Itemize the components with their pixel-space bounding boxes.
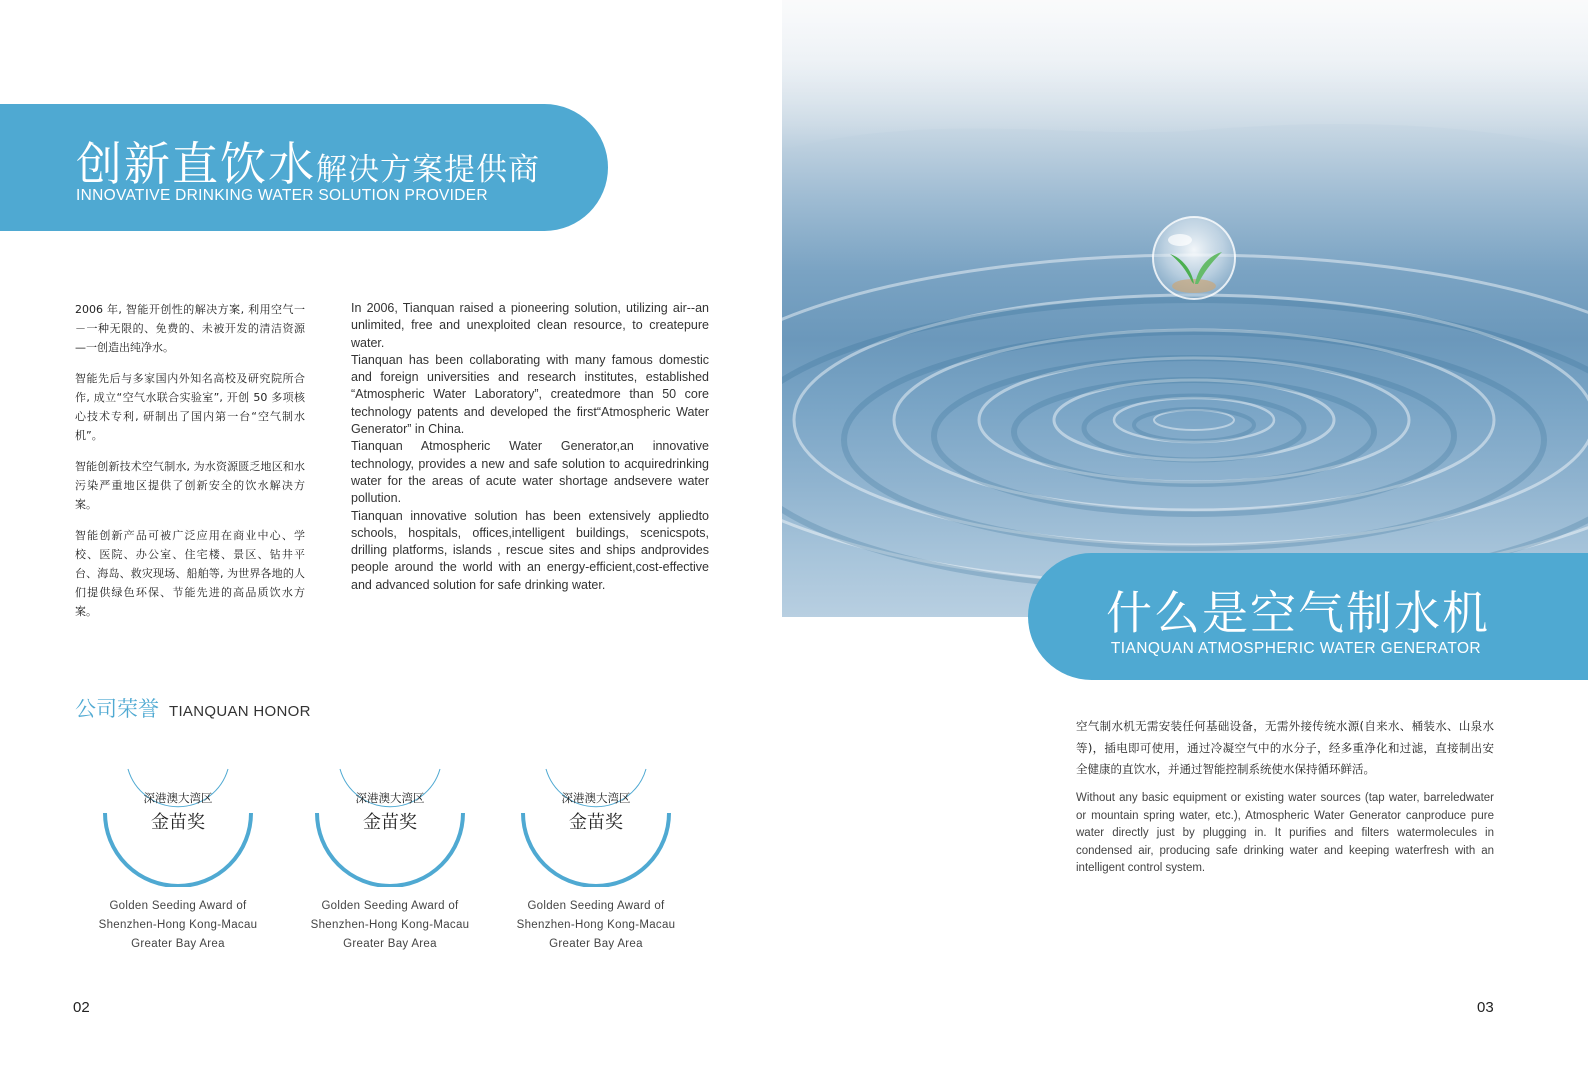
award-name: 金苗奖 xyxy=(151,812,205,833)
chinese-intro-column xyxy=(75,300,305,633)
honor-heading xyxy=(75,693,311,723)
en-paragraph: Tianquan has been collaborating with many famous domestic and foreign universities and research institutes, established “Atmospheric Water Laboratory”, createdmore than 50 core technology patents and developed the first“Atmospheric Water Generator” in China. xyxy=(351,352,709,437)
award-name: 金苗奖 xyxy=(363,812,417,833)
award-caption-line: Greater Bay Area xyxy=(131,938,225,950)
award-caption-line: Golden Seeding Award of xyxy=(109,900,247,912)
page-number-left: 02 xyxy=(73,999,90,1016)
award-caption-line: Shenzhen-Hong Kong-Macau xyxy=(98,919,258,931)
award-caption xyxy=(496,897,696,954)
zh-paragraph: 智能创新技术空气制水, 为水资源匮乏地区和水污染严重地区提供了创新安全的饮水解决方案。 xyxy=(75,460,305,511)
right-title-banner xyxy=(1028,553,1588,680)
award-region: 深港澳大湾区 xyxy=(355,791,425,805)
product-description-en: Without any basic equipment or existing water sources (tap water, barreledwater or mountain spring water, etc.), Atmospheric Water Generator canproduce pure water directly just by plugging in. It purifies and filters watermolecules in condensed air, producing safe drinking water and keeping waterfresh with an intelligent control system. xyxy=(1076,792,1494,875)
award-caption-line: Golden Seeding Award of xyxy=(321,900,459,912)
award-caption xyxy=(78,897,278,954)
product-description-zh: 空气制水机无需安装任何基础设备，无需外接传统水源(自来水、桶装水、山泉水等)，插电即可使用，通过冷凝空气中的水分子，经多重净化和过滤，直接制出安全健康的直饮水，并通过智能控制系统使水保持循环鲜活。 xyxy=(1076,719,1494,776)
honor-heading-zh: 公司荣誉 xyxy=(75,697,159,721)
water-ripple-image xyxy=(782,0,1588,617)
zh-paragraph: 2006 年, 智能开创性的解决方案, 利用空气一－一种无限的、免费的、未被开发的清洁资源—一创造出纯净水。 xyxy=(75,303,305,354)
zh-paragraph: 智能先后与多家国内外知名高校及研究院所合作, 成立“空气水联合实验室”, 开创 50 多项核心技术专利, 研制出了国内第一台“空气制水机”。 xyxy=(75,372,305,442)
right-banner-title: 什么是空气制水机 xyxy=(1106,586,1490,640)
en-paragraph: Tianquan Atmospheric Water Generator,an innovative technology, provides a new and safe solution to acquiredrinking water for the areas of acute water shortage andsevere water pollution. xyxy=(351,439,709,506)
award-caption-line: Shenzhen-Hong Kong-Macau xyxy=(310,919,470,931)
en-paragraph: In 2006, Tianquan raised a pioneering solution, utilizing air--an unlimited, free and unexploited clean resource, to createpure water. xyxy=(351,301,709,350)
left-title-banner xyxy=(0,104,608,231)
page-number-right: 03 xyxy=(1477,999,1494,1016)
award-region: 深港澳大湾区 xyxy=(143,791,213,805)
honor-heading-en: TIANQUAN HONOR xyxy=(169,703,311,720)
zh-paragraph: 智能创新产品可被广泛应用在商业中心、学校、医院、办公室、住宅楼、景区、钻井平台、海岛、救灾现场、船舶等, 为世界各地的人们提供绿色环保、节能先进的高品质饮水方案。 xyxy=(75,529,305,618)
award-caption-line: Greater Bay Area xyxy=(549,938,643,950)
award-caption-line: Shenzhen-Hong Kong-Macau xyxy=(516,919,676,931)
left-banner-title xyxy=(76,128,540,194)
english-intro-column xyxy=(351,300,709,594)
left-banner-title-small: 解决方案提供商 xyxy=(316,152,540,188)
left-banner-title-big: 创新直饮水 xyxy=(76,137,316,191)
award-caption-line: Greater Bay Area xyxy=(343,938,437,950)
award-caption xyxy=(290,897,490,954)
award-region: 深港澳大湾区 xyxy=(561,791,631,805)
left-banner-subtitle: INNOVATIVE DRINKING WATER SOLUTION PROVIDER xyxy=(76,187,488,204)
award-caption-line: Golden Seeding Award of xyxy=(527,900,665,912)
right-banner-subtitle: TIANQUAN ATMOSPHERIC WATER GENERATOR xyxy=(1110,640,1481,657)
award-name: 金苗奖 xyxy=(569,812,623,833)
water-droplet-icon xyxy=(782,0,1588,617)
en-paragraph: Tianquan innovative solution has been extensively appliedto schools, hospitals, offices,intelligent buildings, scenicspots, drilling platforms, islands , rescue sites and ships andprovides people around the world with an energy-efficient,cost-effective and advanced solution for safe drinking water. xyxy=(351,508,709,592)
